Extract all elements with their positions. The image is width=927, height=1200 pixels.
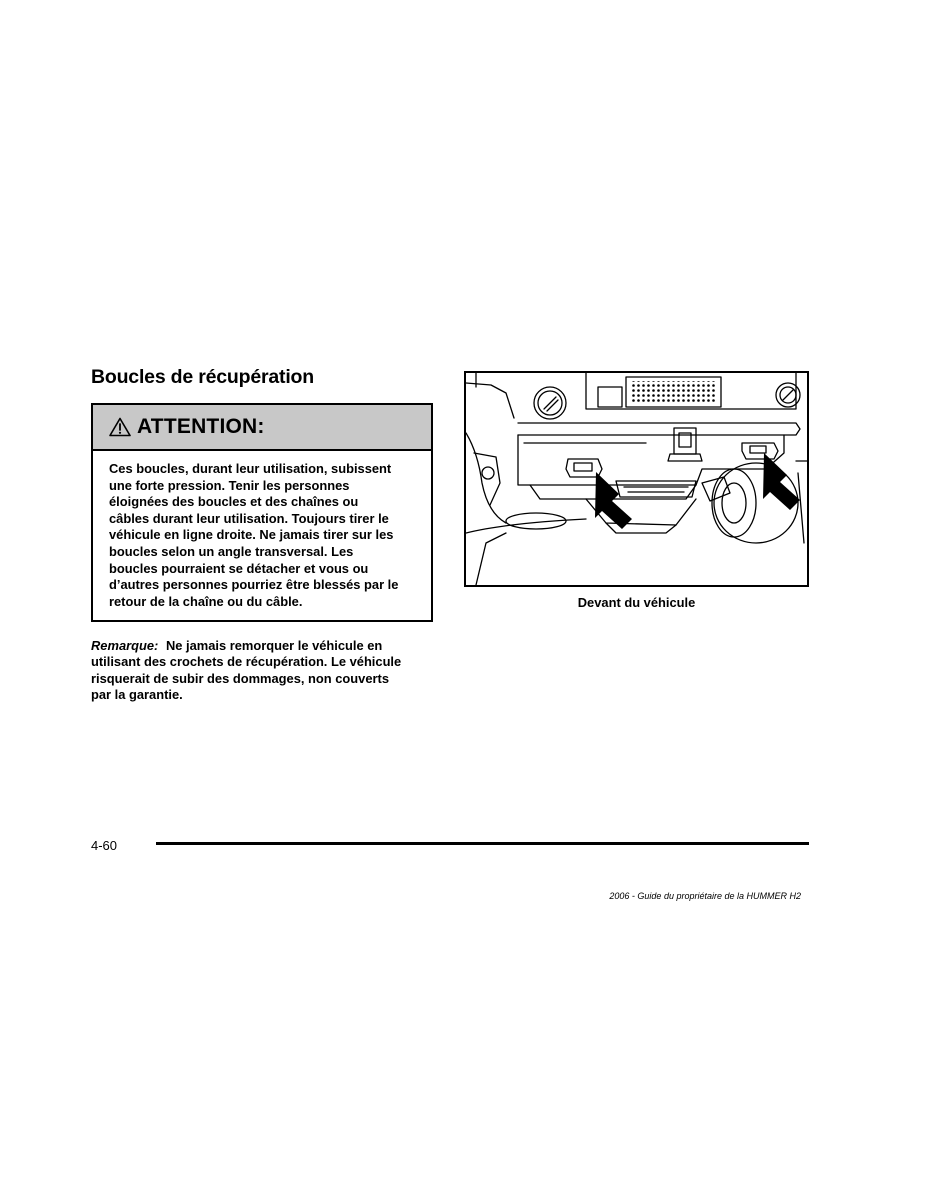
footer-rule (156, 842, 809, 845)
caution-line: Ces boucles, durant leur utilisation, subissent (109, 461, 392, 476)
note-line: par la garantie. (91, 687, 183, 703)
note-paragraph (91, 638, 436, 704)
caution-line: boucles pourraient se détacher et vous ou (109, 560, 369, 576)
figure-caption: Devant du véhicule (577, 595, 696, 610)
caution-line: véhicule en ligne droite. Ne jamais tirer sur les (109, 527, 394, 543)
caution-line: éloignées des boucles et des chaînes ou (109, 494, 359, 510)
footer-text: 2006 - Guide du propriétaire de la HUMMER H2 (609, 891, 801, 901)
caution-line: retour de la chaîne ou du câble. (109, 593, 303, 609)
caution-box (91, 403, 433, 622)
caution-header (93, 405, 431, 451)
note-line: utilisant des crochets de récupération. Le véhicule (91, 654, 402, 670)
caution-line: câbles durant leur utilisation. Toujours tirer le (109, 510, 389, 526)
page-number: 4-60 (91, 838, 118, 853)
caution-title: ATTENTION: (137, 415, 265, 438)
note-first-line (91, 638, 436, 654)
warning-triangle-icon (109, 417, 131, 437)
note-label: Remarque: (91, 638, 159, 653)
caution-line: une forte pression. Tenir les personnes (109, 477, 350, 493)
vehicle-front-illustration (464, 371, 809, 587)
note-line: risquerait de subir des dommages, non couverts (91, 670, 389, 686)
caution-line: d’autres personnes pourriez être blessés par le (109, 577, 399, 593)
caution-line: boucles selon un angle transversal. Les (109, 543, 354, 559)
section-title: Boucles de récupération (91, 366, 314, 388)
note-line: Ne jamais remorquer le véhicule en (165, 638, 383, 653)
caution-text (93, 451, 431, 610)
